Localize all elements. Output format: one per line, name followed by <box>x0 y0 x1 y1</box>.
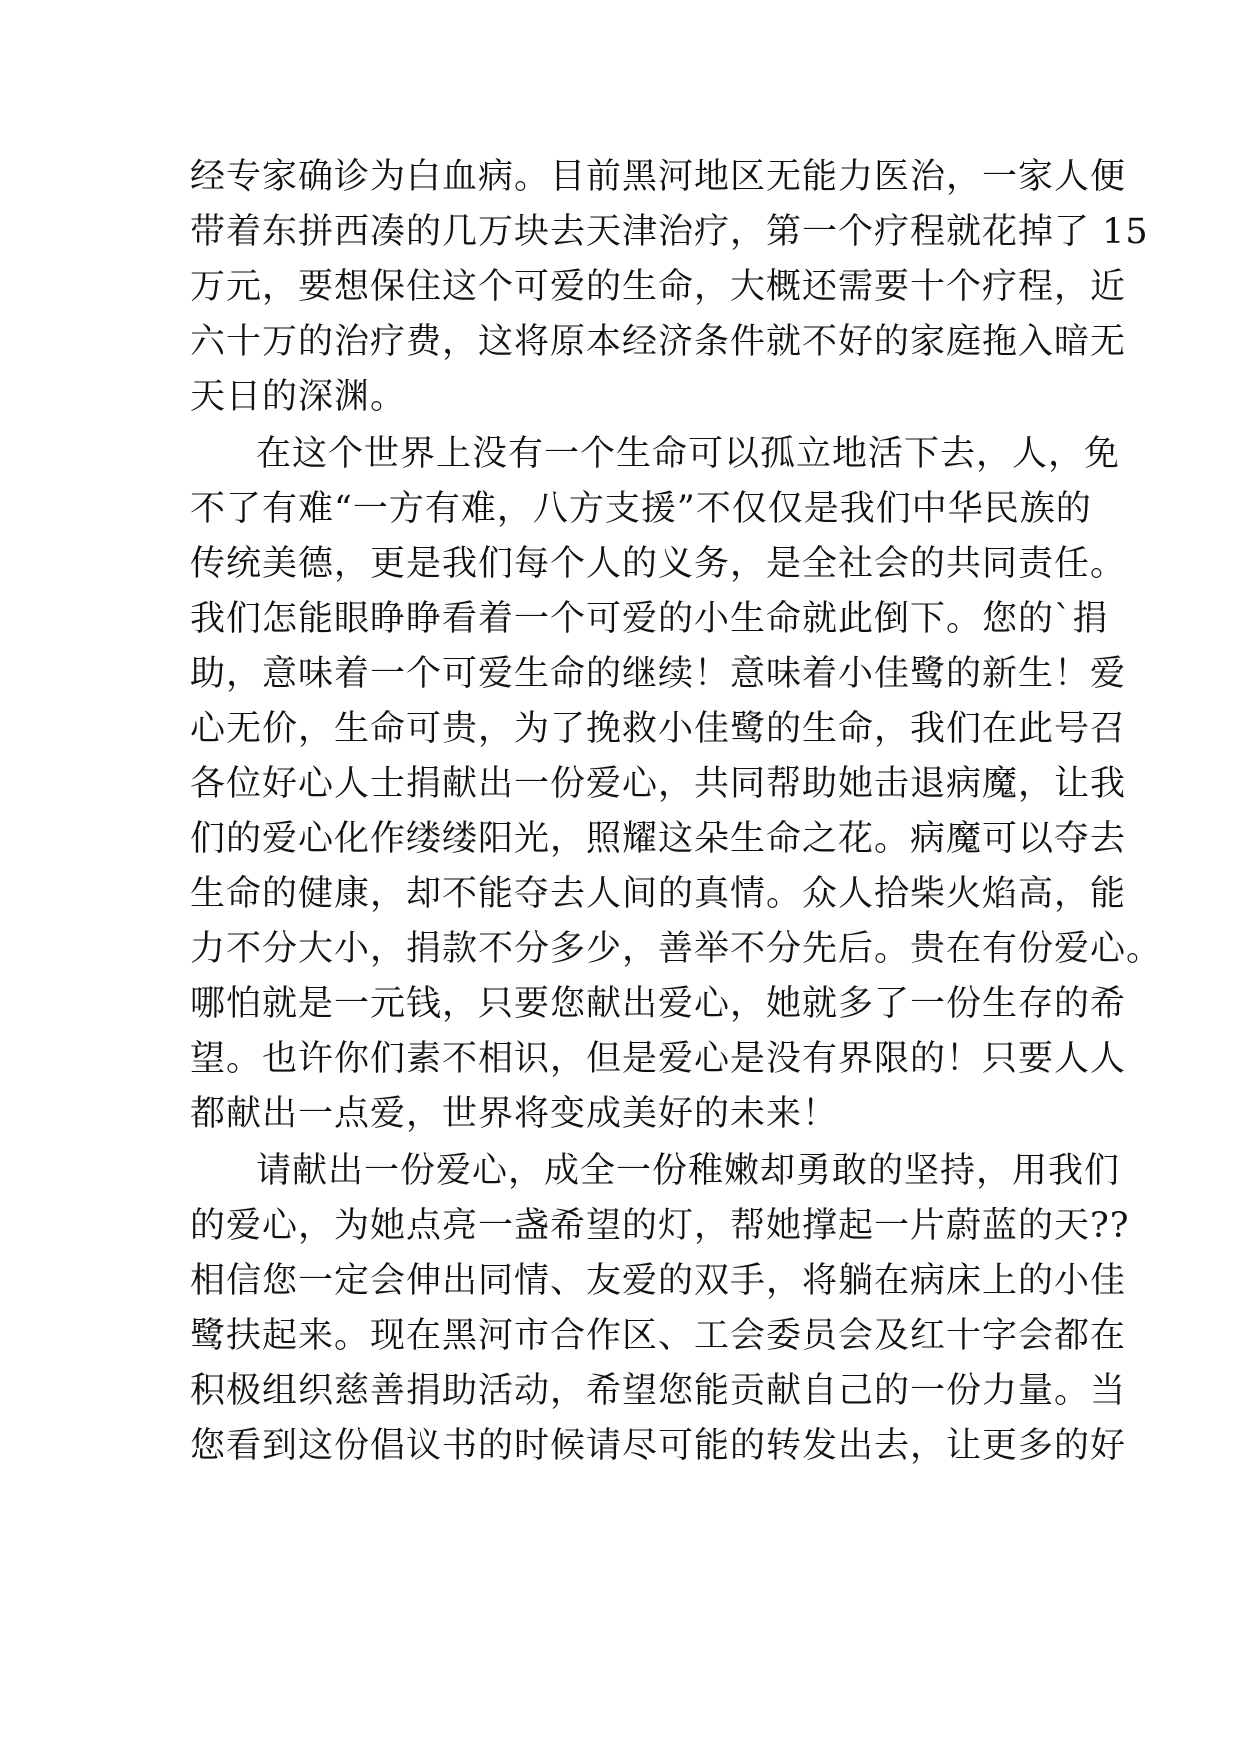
text-line: 都献出一点爱，世界将变成美好的未来！ <box>190 1094 839 1134</box>
text-line: 带着东拼西凑的几万块去天津治疗，第一个疗程就花掉了 15 <box>190 212 1149 252</box>
paragraph-first-line: 请献出一份爱心，成全一份稚嫩却勇敢的坚持，用我们 <box>256 1151 1121 1191</box>
text-line: 经专家确诊为白血病。目前黑河地区无能力医治，一家人便 <box>190 157 1127 197</box>
text-line: 万元，要想保住这个可爱的生命，大概还需要十个疗程，近 <box>190 267 1127 307</box>
paragraph-first-line: 在这个世界上没有一个生命可以孤立地活下去，人，免 <box>256 434 1121 474</box>
text-line: 哪怕就是一元钱，只要您献出爱心，她就多了一份生存的希 <box>190 984 1127 1024</box>
text-line: 心无价，生命可贵，为了挽救小佳鹭的生命，我们在此号召 <box>190 709 1127 749</box>
text-line: 积极组织慈善捐助活动，希望您能贡献自己的一份力量。当 <box>190 1371 1127 1411</box>
text-line: 鹭扶起来。现在黑河市合作区、工会委员会及红十字会都在 <box>190 1316 1127 1356</box>
text-line: 传统美德，更是我们每个人的义务，是全社会的共同责任。 <box>190 544 1127 584</box>
text-line: 您看到这份倡议书的时候请尽可能的转发出去，让更多的好 <box>190 1426 1127 1466</box>
text-line: 相信您一定会伸出同情、友爱的双手，将躺在病床上的小佳 <box>190 1261 1127 1301</box>
text-line: 生命的健康，却不能夺去人间的真情。众人拾柴火焰高，能 <box>190 874 1127 914</box>
text-line: 力不分大小，捐款不分多少，善举不分先后。贵在有份爱心。 <box>190 929 1163 969</box>
text-line: 的爱心，为她点亮一盏希望的灯，帮她撑起一片蔚蓝的天?? <box>190 1206 1130 1246</box>
text-line: 天日的深渊。 <box>190 377 407 417</box>
text-line: 望。也许你们素不相识，但是爱心是没有界限的！只要人人 <box>190 1039 1127 1079</box>
text-line: 各位好心人士捐献出一份爱心，共同帮助她击退病魔，让我 <box>190 764 1127 804</box>
text-line: 我们怎能眼睁睁看着一个可爱的小生命就此倒下。您的`捐 <box>190 599 1109 639</box>
text-line: 助，意味着一个可爱生命的继续！意味着小佳鹭的新生！爱 <box>190 654 1127 694</box>
text-line: 们的爱心化作缕缕阳光，照耀这朵生命之花。病魔可以夺去 <box>190 819 1127 859</box>
text-line: 不了有难“一方有难，八方支援”不仅仅是我们中华民族的 <box>190 489 1092 529</box>
text-line: 六十万的治疗费，这将原本经济条件就不好的家庭拖入暗无 <box>190 322 1127 362</box>
